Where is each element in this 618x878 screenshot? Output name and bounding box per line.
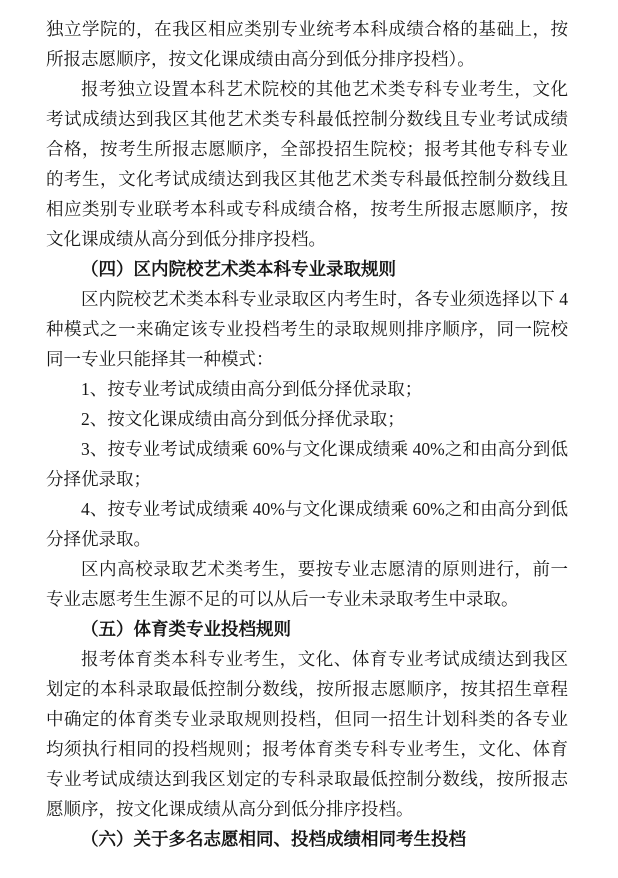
section-6-heading: （六）关于多名志愿相同、投档成绩相同考生投档 <box>81 829 466 849</box>
paragraph-other-art-zhuanke-rules: 报考独立设置本科艺术院校的其他艺术类专科专业考生，文化考试成绩达到我区其他艺术类专科最低控制分数线且专业考试成绩合格，按考生所报志愿顺序，全部投招生院校；报考其他专科专业的考生，文化考试成绩达到我区其他艺术类专科最低控制分数线且相应类别专业联考本科或专科成绩合格，按考生所报志愿顺序，按文化课成绩从高分到低分排序投档。 <box>46 79 568 249</box>
list-item-mode-2: 2、按文化课成绩由高分到低分择优录取； <box>81 409 405 429</box>
list-item-mode-1: 1、按专业考试成绩由高分到低分择优录取； <box>81 379 423 399</box>
paragraph-pe-major-rules: 报考体育类本科专业考生，文化、体育专业考试成绩达到我区划定的本科录取最低控制分数线，按所报志愿顺序，按其招生章程中确定的体育类专业录取规则投档，但同一招生计划科类的各专业均须执行相同的投档规则；报考体育类专科专业考生，文化、体育专业考试成绩达到我区划定的专科录取最低控制分数线，按所报志愿顺序，按文化课成绩从高分到低分排序投档。 <box>46 649 568 819</box>
section-5-heading: （五）体育类专业投档规则 <box>81 619 291 639</box>
list-item-mode-4: 4、按专业考试成绩乘 40%与文化课成绩乘 60%之和由高分到低分择优录取。 <box>46 499 568 549</box>
paragraph-independent-college-continuation: 独立学院的，在我区相应类别专业统考本科成绩合格的基础上，按所报志愿顺序，按文化课成绩由高分到低分排序投档）。 <box>46 19 568 69</box>
paragraph-art-admission-principle: 区内高校录取艺术类考生，要按专业志愿清的原则进行，前一专业志愿考生生源不足的可以从后一专业未录取考生中录取。 <box>46 559 568 609</box>
paragraph-region-art-benke-modes-intro: 区内院校艺术类本科专业录取区内考生时，各专业须选择以下 4 种模式之一来确定该专业投档考生的录取规则排序顺序，同一院校同一专业只能择其一种模式： <box>46 289 568 369</box>
section-4-heading: （四）区内院校艺术类本科专业录取规则 <box>81 259 396 279</box>
list-item-mode-3: 3、按专业考试成绩乘 60%与文化课成绩乘 40%之和由高分到低分择优录取； <box>46 439 568 489</box>
